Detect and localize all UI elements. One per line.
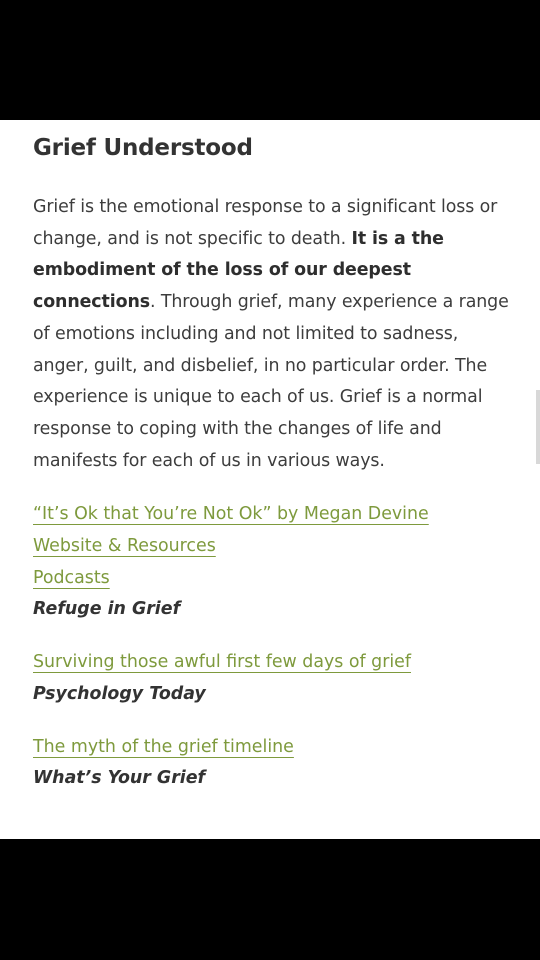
link-website-resources[interactable]: Website & Resources (33, 536, 216, 557)
paragraph-intro: Grief is the emotional response to a significant loss or change, and is not specific to death. (33, 197, 498, 249)
source-label: What’s Your Grief (33, 768, 206, 789)
resource-group-refuge (33, 499, 513, 626)
resource-group-psychology (33, 647, 513, 710)
source-label: Psychology Today (33, 683, 206, 704)
page-title: Grief Understood (33, 135, 253, 161)
scrollbar[interactable] (536, 390, 540, 464)
source-label: Refuge in Grief (33, 599, 181, 620)
article-body (33, 132, 513, 795)
paragraph-bold: It is a the embodiment of the loss of our deepest connections (33, 228, 444, 313)
resource-group-whats-your-grief (33, 732, 513, 795)
link-podcasts[interactable]: Podcasts (33, 567, 110, 588)
article-content (0, 120, 540, 839)
link-surviving-first-days[interactable]: Surviving those awful first few days of grief (33, 652, 411, 673)
grief-paragraph (33, 192, 513, 477)
link-myth-grief-timeline[interactable]: The myth of the grief timeline (33, 736, 294, 757)
paragraph-rest: . Through grief, many experience a range of emotions including and not limited to sadness, anger, guilt, and disbelief, in no particular order. The experience is unique to each of us. Grief is a normal response to coping with the changes of life and manifests for each of us in various ways. (33, 292, 509, 471)
link-its-ok-book[interactable]: “It’s Ok that You’re Not Ok” by Megan Devine (33, 504, 429, 525)
